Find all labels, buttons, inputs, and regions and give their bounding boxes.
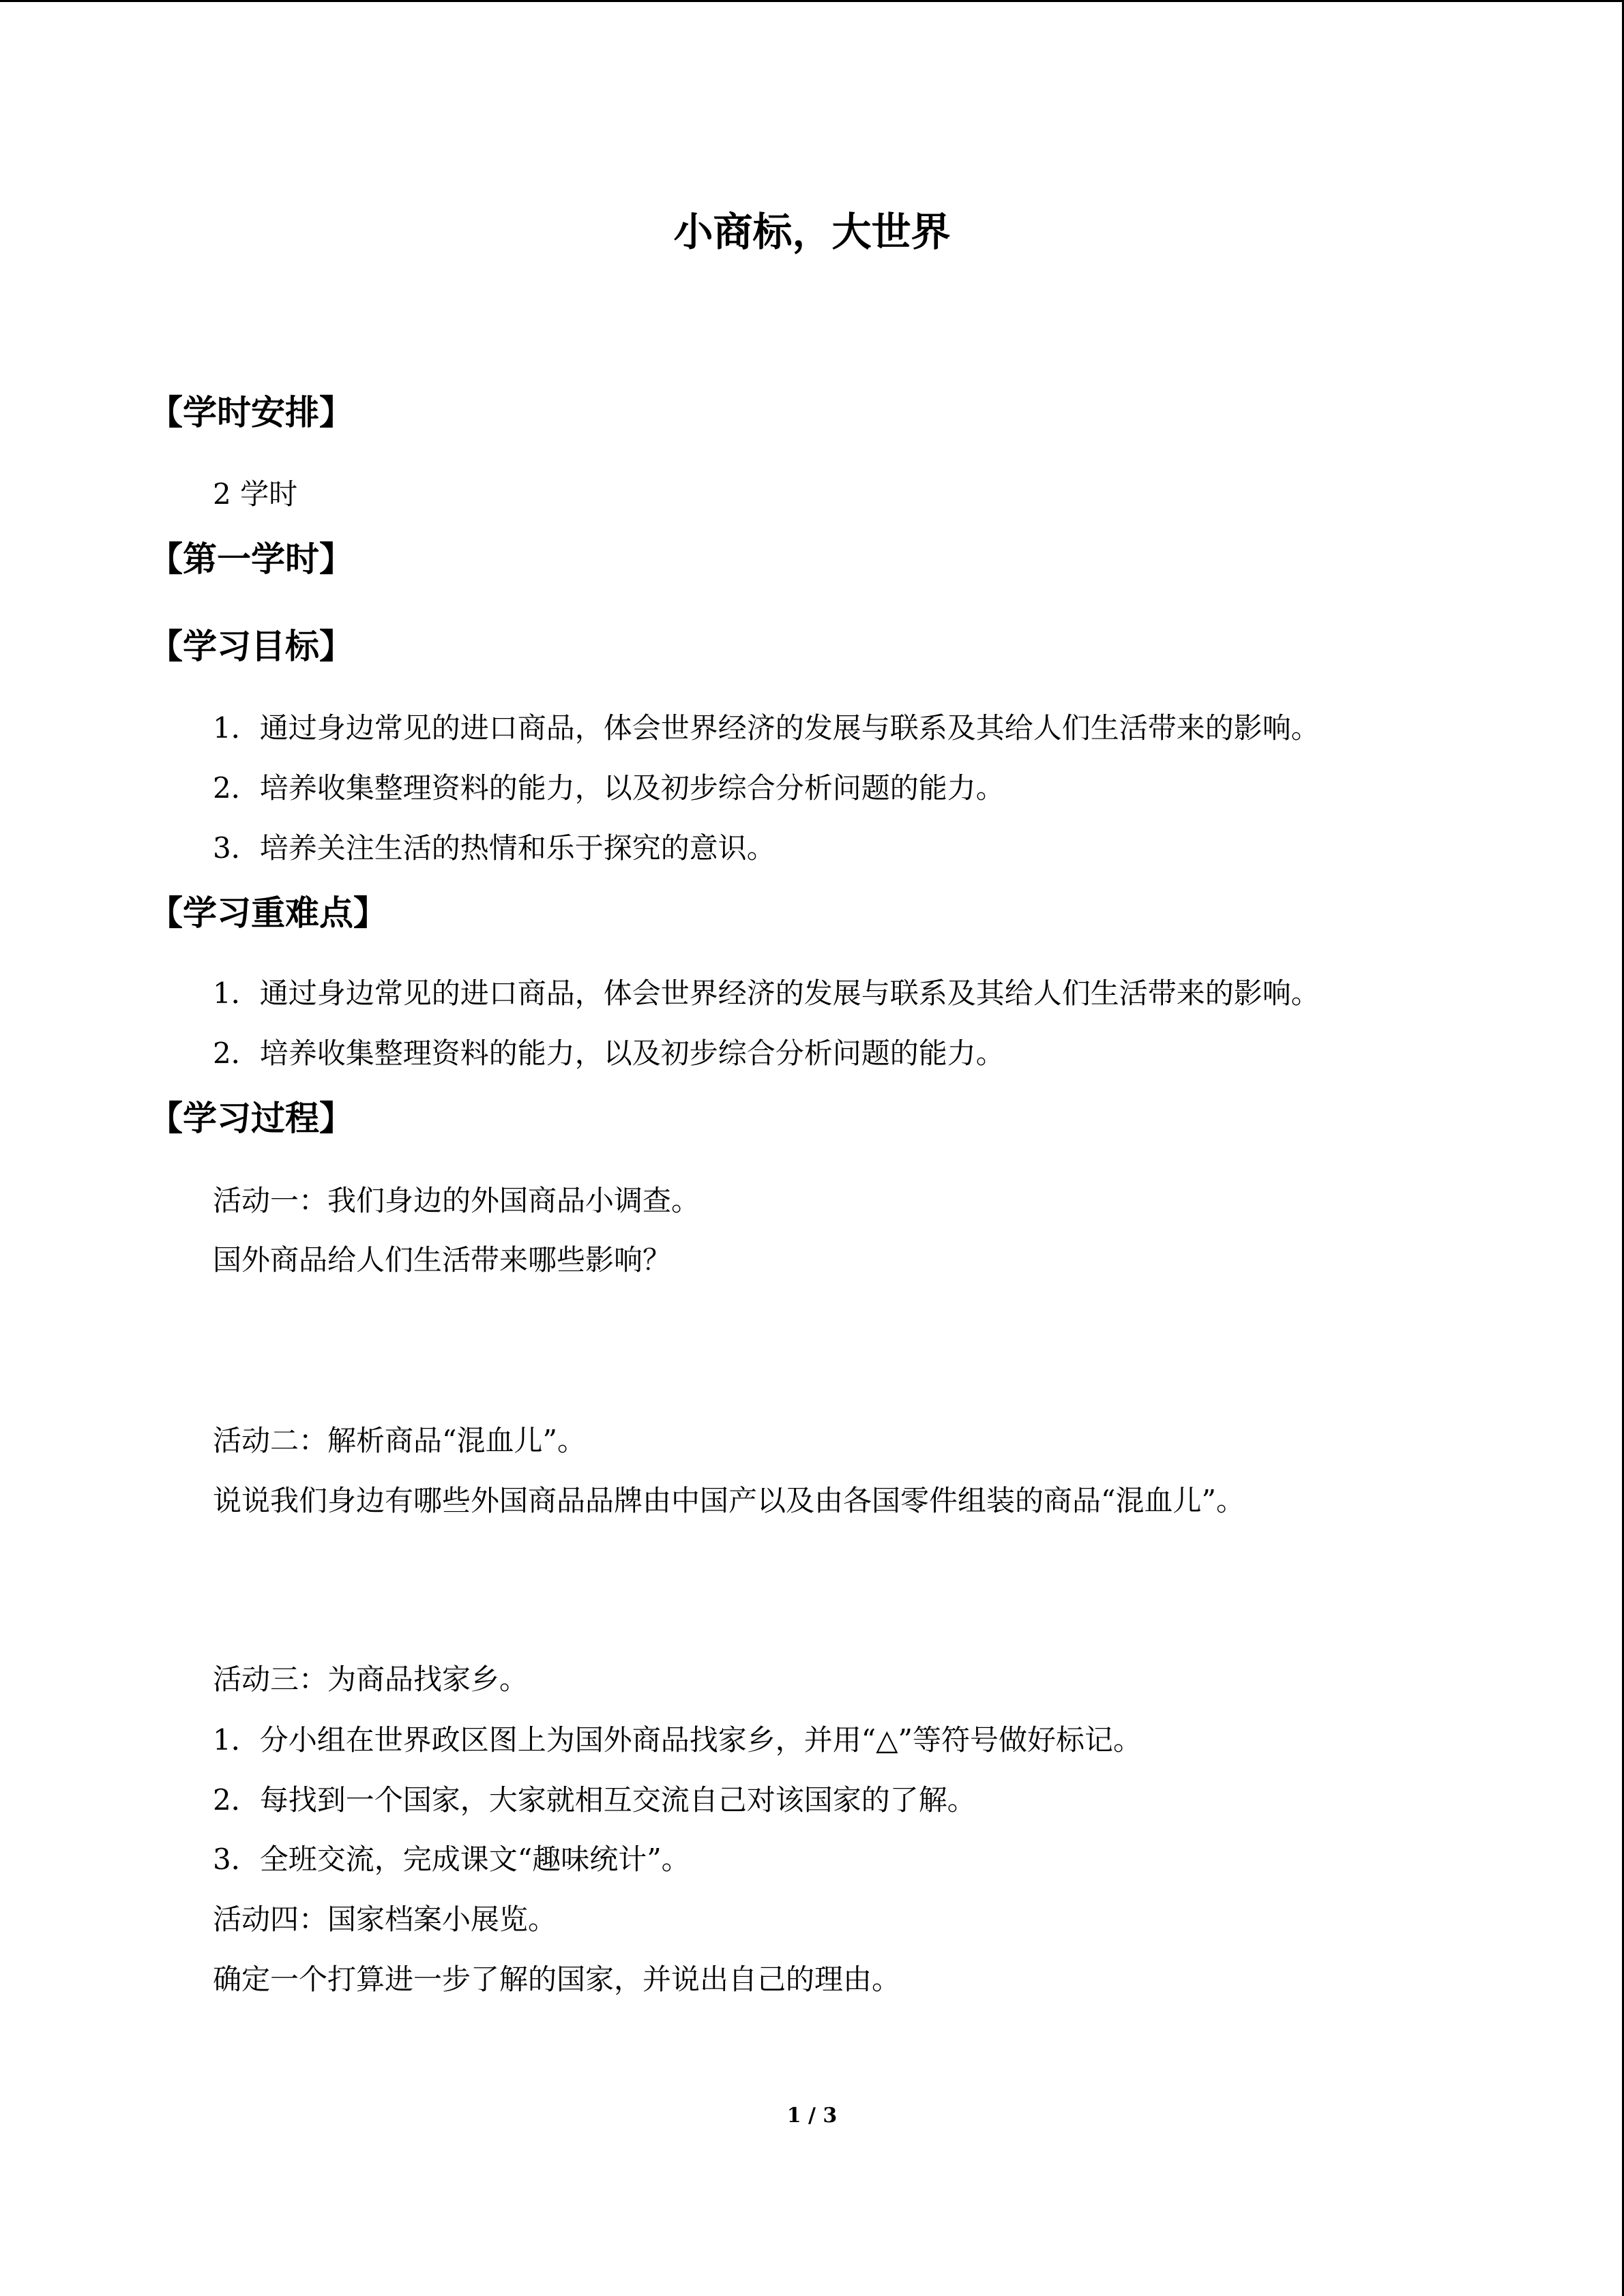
objective-item-3: 3．培养关注生活的热情和乐于探究的意识。	[213, 831, 776, 865]
activity2-text: 说说我们身边有哪些外国商品品牌由中国产以及由各国零件组装的商品“混血儿”。	[213, 1484, 1245, 1517]
key-point-item-2: 2．培养收集整理资料的能力，以及初步综合分析问题的能力。	[213, 1037, 1005, 1070]
schedule-text: 2 学时	[213, 477, 298, 511]
activity4-text: 确定一个打算进一步了解的国家，并说出自己的理由。	[213, 1963, 901, 1996]
activity4-title: 活动四：国家档案小展览。	[213, 1903, 557, 1936]
heading-key-points: 【学习重难点】	[149, 893, 387, 933]
key-point-item-1: 1．通过身边常见的进口商品，体会世界经济的发展与联系及其给人们生活带来的影响。	[213, 976, 1320, 1010]
document-title: 小商标，大世界	[673, 209, 951, 255]
activity3-title: 活动三：为商品找家乡。	[213, 1663, 529, 1696]
objective-item-2: 2．培养收集整理资料的能力，以及初步综合分析问题的能力。	[213, 771, 1005, 805]
heading-objectives: 【学习目标】	[149, 627, 353, 666]
heading-first-period: 【第一学时】	[149, 539, 353, 579]
activity3-item-2: 2．每找到一个国家，大家就相互交流自己对该国家的了解。	[213, 1783, 976, 1817]
page-border-top	[0, 0, 1624, 2]
activity1-text: 国外商品给人们生活带来哪些影响？	[213, 1243, 672, 1277]
activity3-item-3: 3．全班交流，完成课文“趣味统计”。	[213, 1843, 690, 1876]
heading-schedule: 【学时安排】	[149, 393, 353, 432]
activity1-title: 活动一：我们身边的外国商品小调查。	[213, 1184, 700, 1217]
activity2-title: 活动二：解析商品“混血儿”。	[213, 1424, 586, 1457]
heading-process: 【学习过程】	[149, 1099, 353, 1138]
objective-item-1: 1．通过身边常见的进口商品，体会世界经济的发展与联系及其给人们生活带来的影响。	[213, 711, 1320, 745]
activity3-item-1: 1．分小组在世界政区图上为国外商品找家乡，并用“△”等符号做好标记。	[213, 1723, 1142, 1757]
page-number: 1 / 3	[786, 2104, 838, 2128]
